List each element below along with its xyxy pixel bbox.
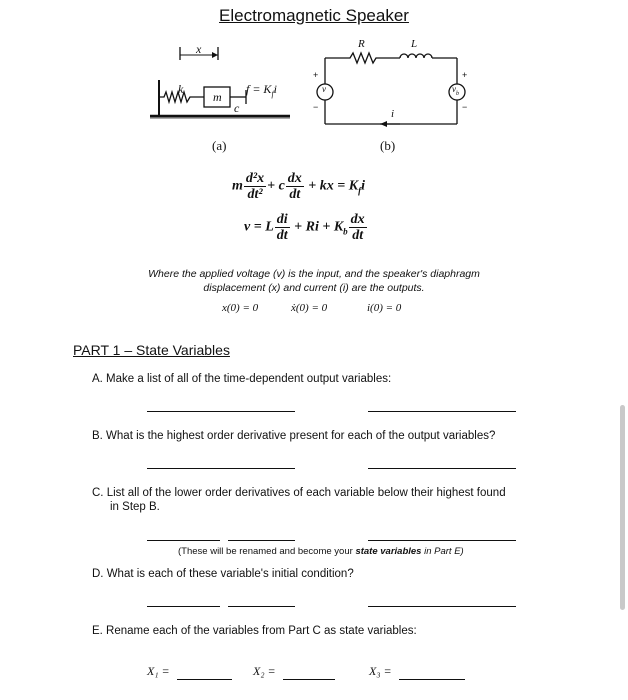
initial-condition-x: x(0) = 0 [222,302,259,314]
answer-line-a1[interactable] [147,411,295,412]
label-R: R [358,38,365,50]
figure-a-label: (a) [212,138,227,153]
label-m: m [213,90,222,104]
question-a: A. Make a list of all of the time-dependent output variables: [92,373,392,385]
answer-line-d2[interactable] [228,606,295,607]
state-var-x3-label: X₃ = [369,664,392,678]
answer-line-c2[interactable] [228,540,295,541]
answer-line-b2[interactable] [368,468,516,469]
answer-line-c1[interactable] [147,540,220,541]
question-d: D. What is each of these variable's initial condition? [92,568,354,580]
initial-condition-i: i(0) = 0 [367,302,402,314]
source-vb-label: $v_b$ [452,84,459,97]
source-v-label: v [322,84,326,94]
minus-left: − [313,102,319,112]
answer-line-a2[interactable] [368,411,516,412]
answer-line-c3[interactable] [368,540,516,541]
question-b: B. What is the highest order derivative present for each of the output variables? [92,430,496,442]
answer-line-x3[interactable] [399,679,465,680]
answer-line-x1[interactable] [177,679,232,680]
label-x: x [196,42,202,56]
initial-condition-xdot: ẋ(0) = 0 [291,302,328,314]
label-c: c [234,101,240,115]
answer-line-x2[interactable] [283,679,335,680]
part-1-heading: PART 1 – State Variables [73,342,230,358]
answer-line-d3[interactable] [368,606,516,607]
description-line-2: displacement (x) and current (i) are the outputs. [203,282,425,294]
label-L: L [411,38,418,50]
label-force: $f = K_fi$ [246,82,278,99]
page-title: Electromagnetic Speaker [219,6,409,25]
label-k: k [178,82,184,96]
question-e: E. Rename each of the variables from Part C as state variables: [92,625,417,637]
description-line-1: Where the applied voltage (v) is the input, and the speaker's diaphragm [148,268,480,280]
state-var-x1-label: X₁ = [147,664,170,678]
answer-line-d1[interactable] [147,606,220,607]
question-c: C. List all of the lower order derivatives of each variable below their highest found in Step B. [92,487,506,513]
state-variables-note: (These will be renamed and become your state variables in Part E) [178,546,464,557]
state-var-x2-label: X₂ = [253,664,276,678]
minus-right: − [462,102,468,112]
plus-right: + [462,70,468,80]
equation-electrical: v = L $\frac{di}{dt}$ + $Ri + K_b$ $\frac{dx}{dt}$ [244,212,365,243]
vertical-scrollbar[interactable] [620,405,625,610]
answer-line-b1[interactable] [147,468,295,469]
equation-mechanical: m $\frac{\text{d²x}}{\text{dt²}}$ + c $\frac{dx}{dt}$ + kx = $K_fi$ [232,171,365,202]
figure-b-label: (b) [380,138,396,153]
figure-a-mechanical [150,40,320,140]
label-i: i [391,108,395,120]
figure-b-circuit [305,40,475,140]
plus-left: + [313,70,319,80]
